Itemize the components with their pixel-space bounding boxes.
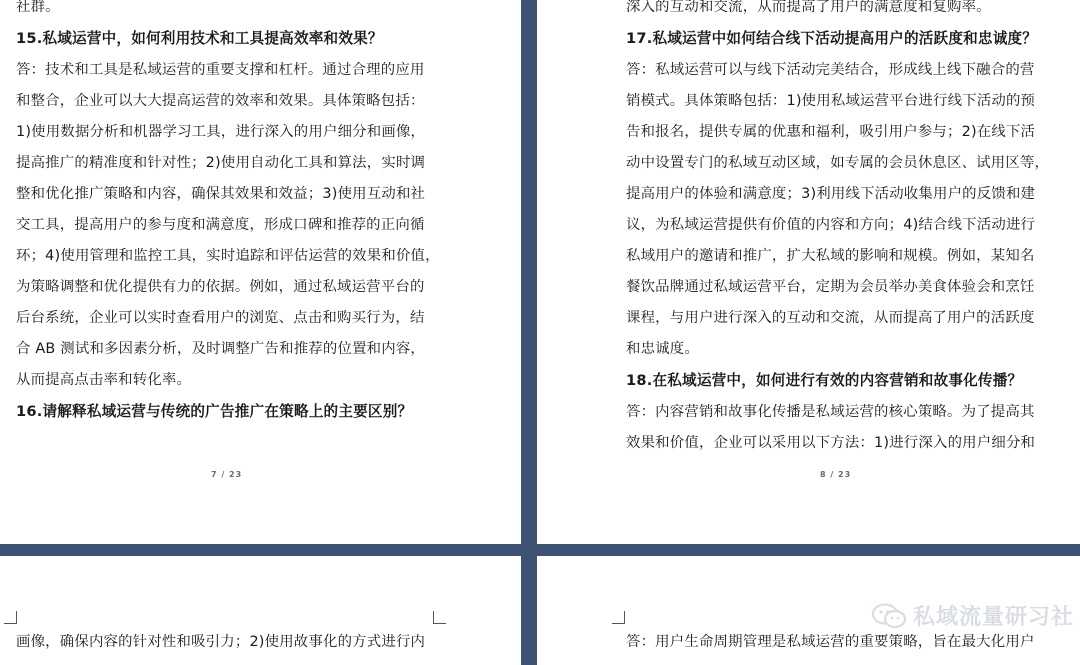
text-line: 交工具，提高用户的参与度和满意度，形成口碑和推荐的正向循 <box>16 217 425 233</box>
text-line: 和整合，企业可以大大提高运营的效率和效果。具体策略包括： <box>16 93 425 109</box>
text-line: 议，为私域运营提供有价值的内容和方向；4)结合线下活动进行 <box>626 217 1036 233</box>
text-line: 画像，确保内容的针对性和吸引力；2)使用故事化的方式进行内 <box>16 634 426 650</box>
text-line: 餐饮品牌通过私域运营平台，定期为会员举办美食体验会和烹饪 <box>626 279 1035 295</box>
document-page-7 <box>0 0 521 544</box>
question-heading-18: 18.在私域运营中，如何进行有效的内容营销和故事化传播？ <box>626 372 1023 389</box>
document-page-8 <box>537 0 1080 544</box>
document-page-9 <box>0 556 521 665</box>
text-line: 整和优化推广策略和内容，确保其效果和效益；3)使用互动和社 <box>16 186 426 202</box>
text-line: 告和报名，提供专属的优惠和福利，吸引用户参与；2)在线下活 <box>626 124 1036 140</box>
crop-mark-left <box>612 611 625 624</box>
crop-mark-left <box>4 611 17 624</box>
wechat-icon <box>871 602 907 630</box>
page-gap-horizontal <box>0 544 1080 556</box>
question-heading-16: 16.请解释私域运营与传统的广告推广在策略上的主要区别？ <box>16 403 413 420</box>
text-line: 后台系统，企业可以实时查看用户的浏览、点击和购买行为，结 <box>16 310 425 326</box>
question-heading-15: 15.私域运营中，如何利用技术和工具提高效率和效果？ <box>16 30 383 47</box>
text-line: 深入的互动和交流，从而提高了用户的满意度和复购率。 <box>626 0 991 15</box>
text-line: 提高推广的精准度和针对性；2)使用自动化工具和算法，实时调 <box>16 155 426 171</box>
text-line: 课程，与用户进行深入的互动和交流，从而提高了用户的活跃度 <box>626 310 1035 326</box>
text-line: 合 AB 测试和多因素分析，及时调整广告和推荐的位置和内容， <box>16 341 426 357</box>
text-line: 私域用户的邀请和推广，扩大私域的影响和规模。例如，某知名 <box>626 248 1035 264</box>
text-line: 答：技术和工具是私域运营的重要支撑和杠杆。通过合理的应用 <box>16 62 425 78</box>
question-heading-17: 17.私域运营中如何结合线下活动提高用户的活跃度和忠诚度？ <box>626 30 1038 47</box>
text-line: 答：私域运营可以与线下活动完美结合，形成线上线下融合的营 <box>626 62 1035 78</box>
text-line: 1)使用数据分析和机器学习工具，进行深入的用户细分和画像， <box>16 124 426 140</box>
text-line: 效果和价值，企业可以采用以下方法：1)进行深入的用户细分和 <box>626 435 1036 451</box>
watermark <box>871 600 1074 631</box>
text-line: 社群。 <box>16 0 60 15</box>
text-line: 和忠诚度。 <box>626 341 699 357</box>
page-number: 7 / 23 <box>211 470 243 479</box>
text-line: 答：内容营销和故事化传播是私域运营的核心策略。为了提高其 <box>626 404 1035 420</box>
text-line: 提高用户的体验和满意度；3)利用线下活动收集用户的反馈和建 <box>626 186 1036 202</box>
page-gap-vertical <box>521 0 537 665</box>
text-line: 动中设置专门的私域互动区域，如专属的会员休息区、试用区等， <box>626 155 1050 171</box>
text-line: 答：用户生命周期管理是私域运营的重要策略，旨在最大化用户 <box>626 634 1035 650</box>
text-line: 销模式。具体策略包括：1)使用私域运营平台进行线下活动的预 <box>626 93 1036 109</box>
text-line: 为策略调整和优化提供有力的依据。例如，通过私域运营平台的 <box>16 279 425 295</box>
watermark-text: 私域流量研习社 <box>912 605 1074 630</box>
text-line: 环；4)使用管理和监控工具，实时追踪和评估运营的效果和价值， <box>16 248 440 264</box>
page-number: 8 / 23 <box>820 470 852 479</box>
crop-mark-right <box>433 611 446 624</box>
text-line: 从而提高点击率和转化率。 <box>16 372 192 388</box>
